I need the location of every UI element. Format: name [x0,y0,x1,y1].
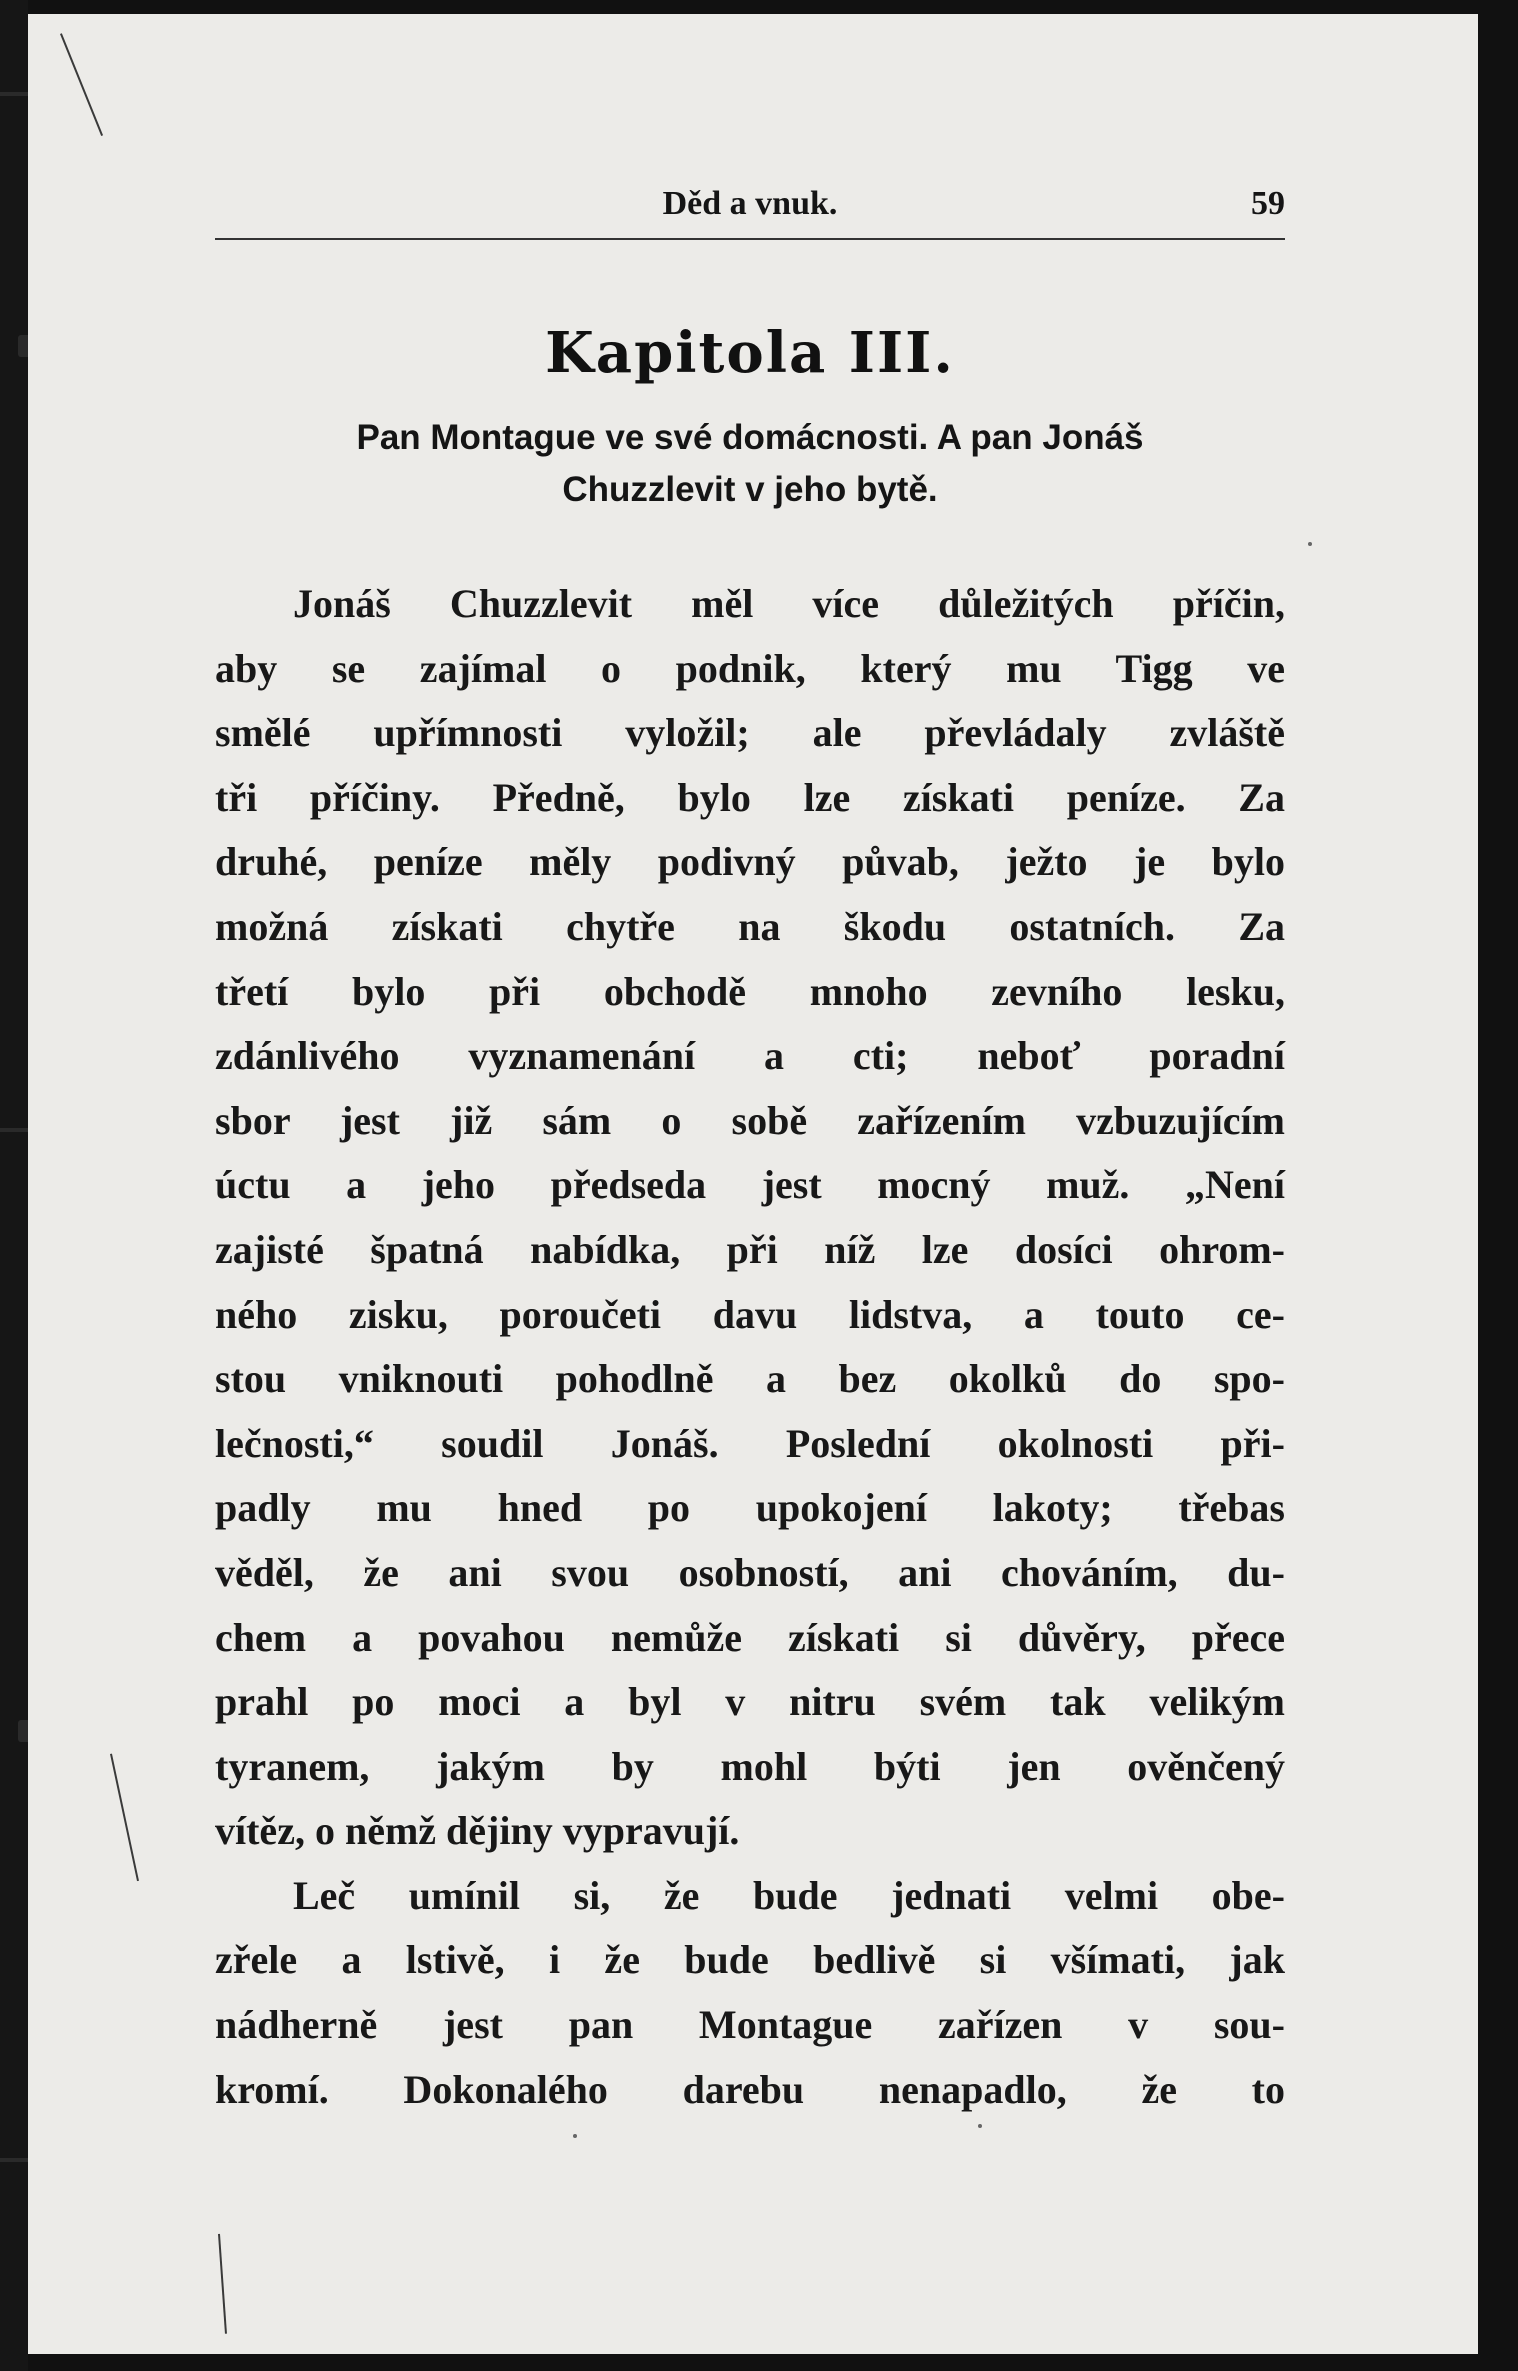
text-line: tři příčiny. Předně, bylo lze získati peníze. Za [215,774,1285,820]
paper-crease [110,1754,139,1882]
text-line: smělé upřímnosti vyložil; ale převládaly zvláště [215,710,1285,756]
text-line: Jonáš Chuzzlevit měl více důležitých příčin, [293,581,1285,626]
text-line: sbor jest již sám o sobě zařízením vzbuzujícím [215,1097,1285,1143]
paper-crease [60,33,103,136]
text-line: zřele a lstivě, i že bude bedlivě si všímati, jak [215,1937,1285,1983]
body-text [215,572,1285,2122]
text-line: druhé, peníze měly podivný půvab, ježto je bylo [215,839,1285,885]
text-line: zdánlivého vyznamenání a cti; neboť poradní [215,1033,1285,1079]
running-title: Děd a vnuk. [662,185,838,222]
running-header [215,185,1285,235]
text-line: věděl, že ani svou osobností, ani chováním, du- [215,1549,1285,1595]
text-line: tyranem, jakým by mohl býti jen ověnčený [215,1743,1285,1789]
scan-binding-edge [0,0,28,2371]
text-line: ného zisku, poroučeti davu lidstva, a touto ce- [215,1291,1285,1337]
text-line: aby se zajímal o podnik, který mu Tigg ve [215,645,1285,691]
page-number: 59 [1251,185,1285,222]
paper-speck [978,2124,982,2128]
chapter-title: Kapitola III. [545,320,955,386]
text-line: vítěz, o němž dějiny vypravují. [215,1808,740,1854]
text-line: lečnosti,“ soudil Jonáš. Poslední okolnosti při- [215,1420,1285,1466]
text-line: možná získati chytře na škodu ostatních. Za [215,903,1285,949]
text-line: prahl po moci a byl v nitru svém tak velikým [215,1679,1285,1725]
paper-speck [573,2134,577,2138]
text-line: zajisté špatná nabídka, při níž lze dosíci ohrom- [215,1226,1285,1272]
text-line: kromí. Dokonalého darebu nenapadlo, že to [215,2066,1285,2112]
paragraph-1 [215,572,1285,1864]
paragraph-2 [215,1864,1285,2122]
text-line: Leč umínil si, že bude jednati velmi obe- [293,1872,1285,1918]
chapter-subtitle [215,412,1285,516]
subtitle-line: Chuzzlevit v jeho bytě. [562,470,938,509]
text-line: úctu a jeho předseda jest mocný muž. „Není [215,1162,1285,1208]
paper-crease [218,2234,227,2334]
text-line: padly mu hned po upokojení lakoty; třebas [215,1485,1285,1531]
paper-speck [1308,542,1312,546]
text-line: třetí bylo při obchodě mnoho zevního lesku, [215,968,1285,1014]
text-line: nádherně jest pan Montague zařízen v sou- [215,2002,1285,2048]
subtitle-line: Pan Montague ve své domácnosti. A pan Jonáš [356,418,1144,457]
text-line: stou vniknouti pohodlně a bez okolků do spo- [215,1356,1285,1402]
header-rule [215,238,1285,240]
text-line: chem a povahou nemůže získati si důvěry, přece [215,1614,1285,1660]
